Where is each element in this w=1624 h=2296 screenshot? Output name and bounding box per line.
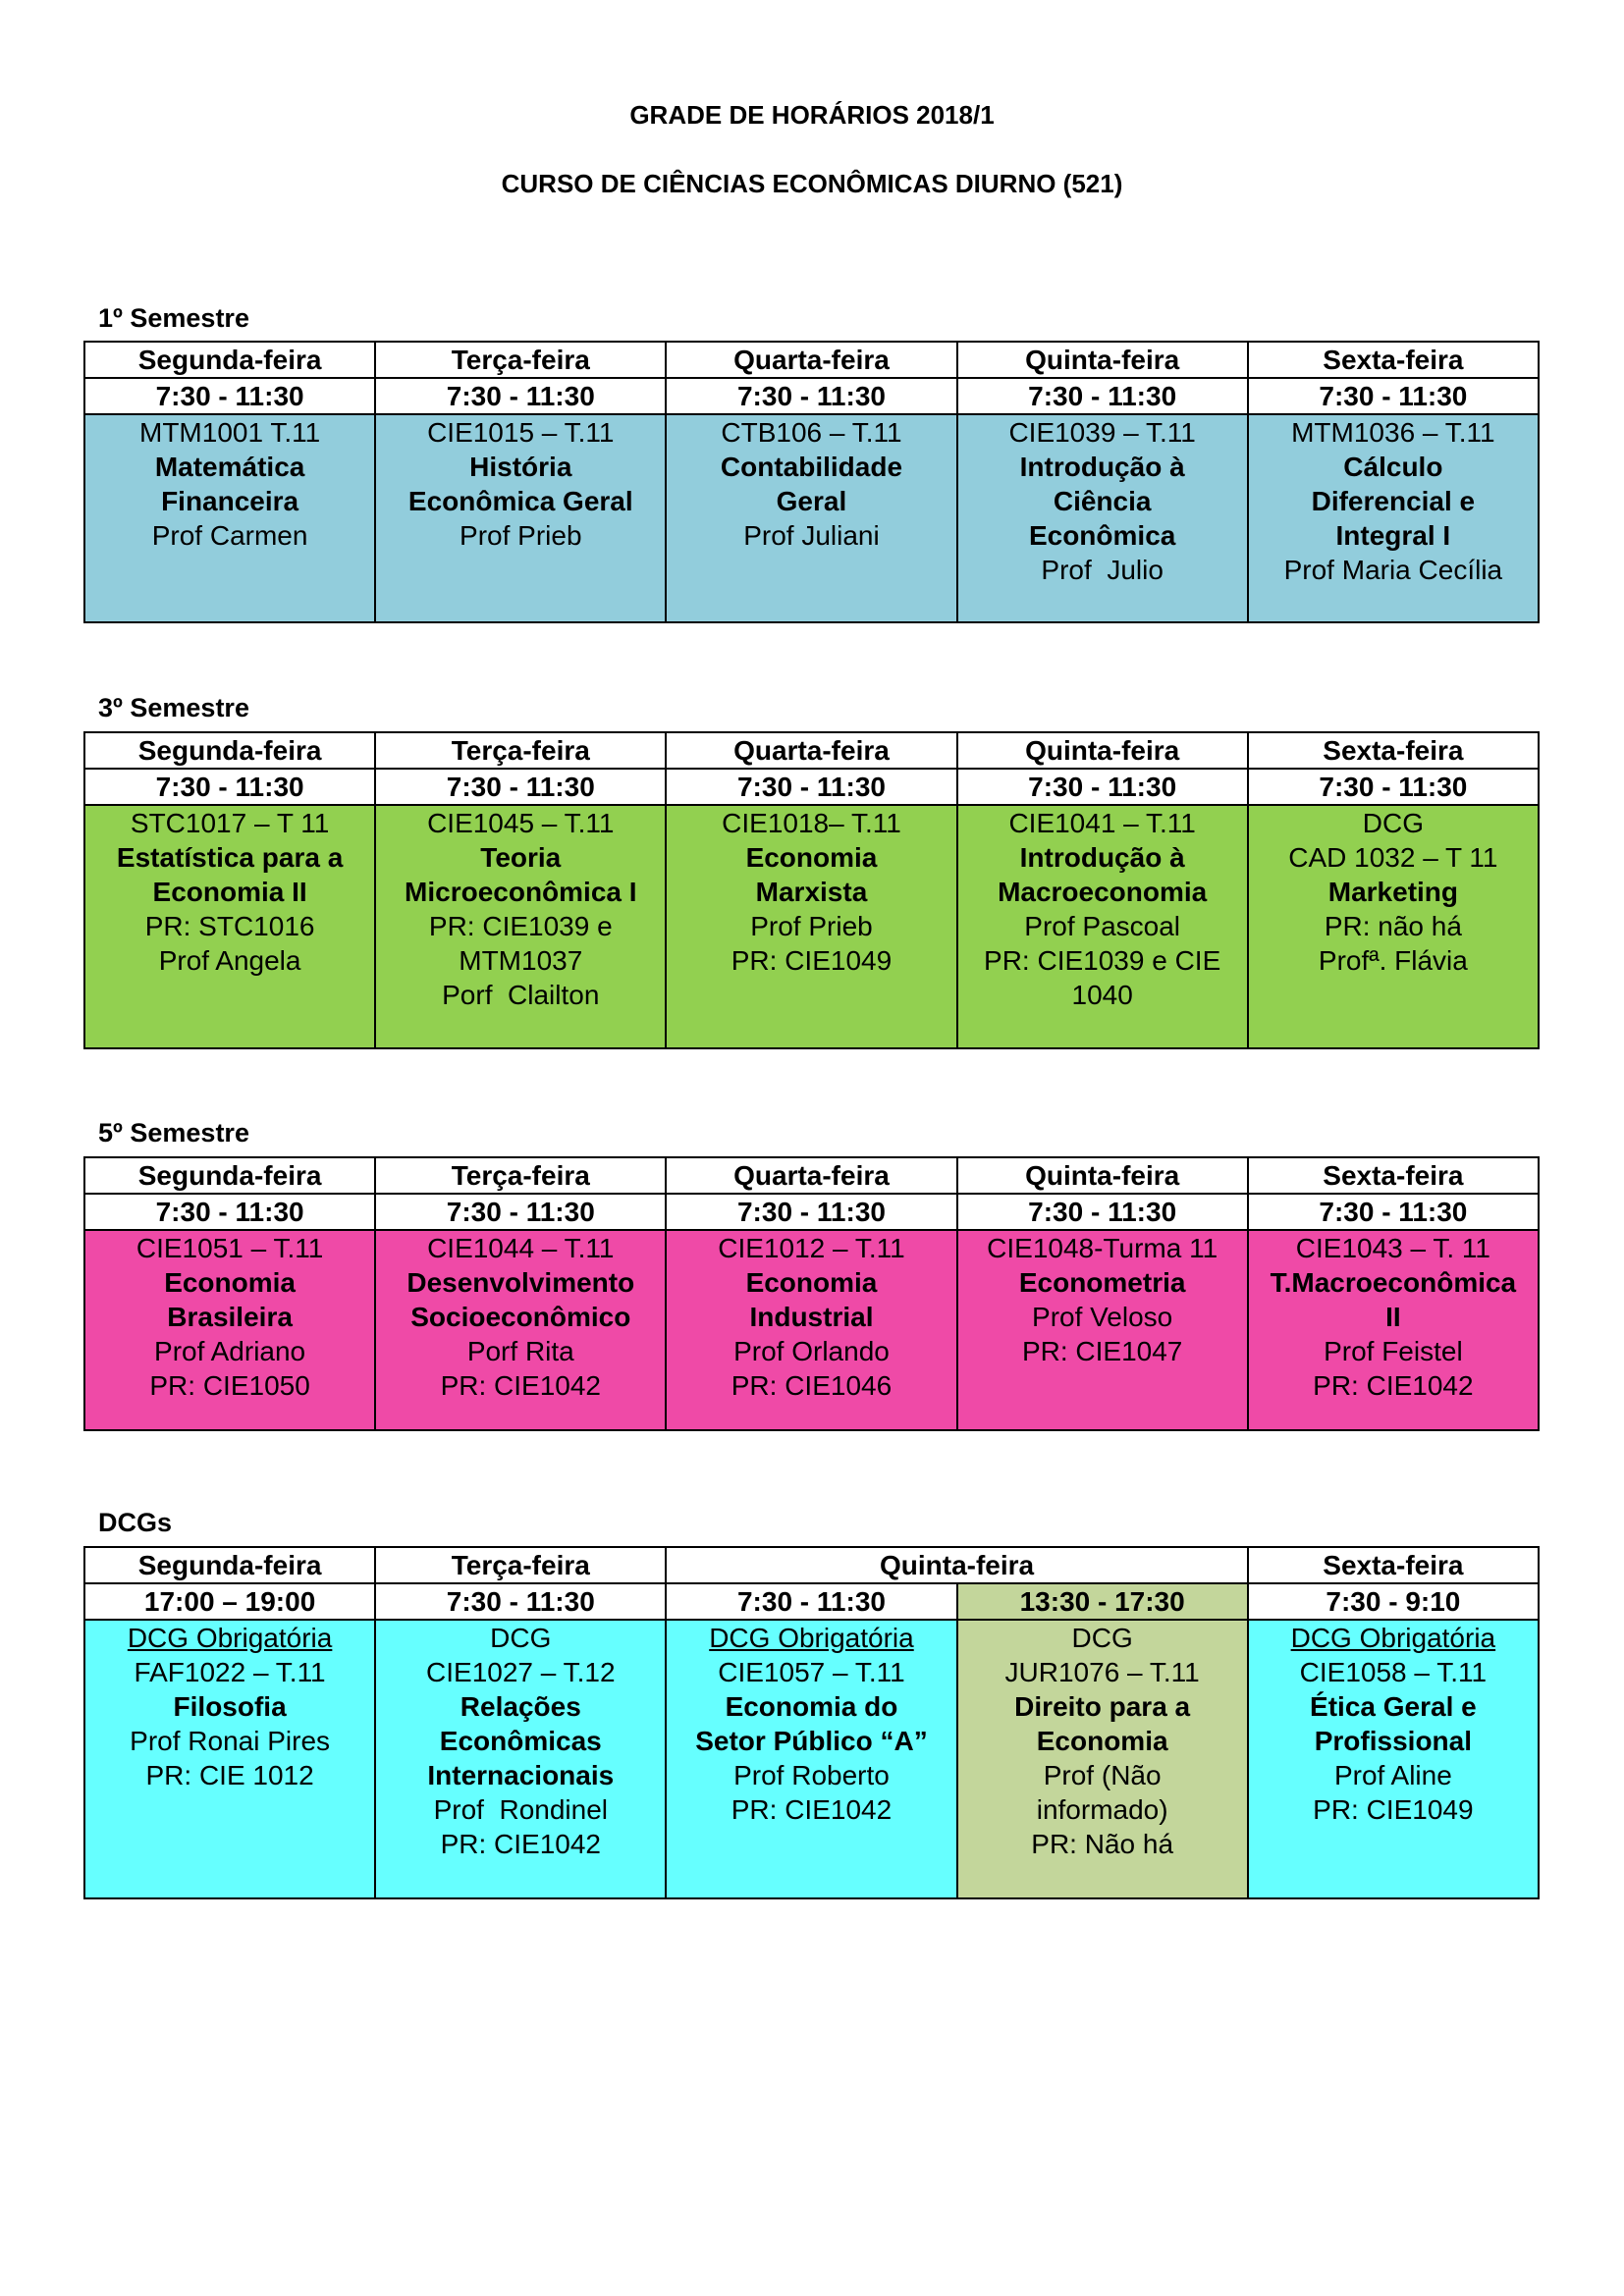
course-cell	[1248, 1620, 1539, 1898]
course-name: Marketing	[1327, 877, 1458, 907]
course-prerequisite: 1040	[1071, 980, 1133, 1010]
course-professor: Prof Roberto	[733, 1760, 890, 1790]
course-prerequisite: PR: CIE1042	[440, 1829, 601, 1859]
course-name: Econômica Geral	[407, 486, 633, 516]
course-prerequisite: PR: CIE1039 e	[428, 911, 613, 941]
course-tag: DCG	[1362, 808, 1424, 838]
course-name: Microeconômica I	[405, 877, 637, 907]
course-cell	[375, 1620, 666, 1898]
course-name: Direito para a	[1014, 1691, 1191, 1722]
course-cell	[957, 805, 1248, 1048]
course-cell	[1248, 1230, 1539, 1430]
course-name: Economia	[164, 1267, 296, 1298]
course-name: Macroeconomia	[998, 877, 1208, 907]
course-professor: informado)	[1036, 1794, 1168, 1825]
course-professor: Prof Feistel	[1324, 1336, 1463, 1366]
course-prerequisite: PR: CIE1050	[149, 1370, 310, 1401]
time-slot: 7:30 - 11:30	[84, 1194, 375, 1230]
course-name: Ética Geral e	[1310, 1691, 1477, 1722]
course-prerequisite: PR: não há	[1324, 911, 1462, 941]
semester-1-table	[83, 341, 1540, 623]
day-header: Terça-feira	[375, 1547, 666, 1583]
time-slot: 7:30 - 11:30	[375, 769, 666, 805]
day-header: Sexta-feira	[1248, 732, 1539, 769]
course-cell	[666, 1230, 956, 1430]
course-cell	[84, 805, 375, 1048]
course-tag: DCG Obrigatória	[1290, 1623, 1496, 1653]
day-header: Quarta-feira	[666, 732, 956, 769]
time-slot: 7:30 - 11:30	[666, 1194, 956, 1230]
semester-3-label: 3º Semestre	[98, 693, 249, 722]
course-name: Cálculo	[1343, 452, 1443, 482]
course-code: JUR1076 – T.11	[1004, 1657, 1200, 1687]
course-code: CIE1045 – T.11	[427, 808, 615, 838]
course-professor: Profª. Flávia	[1318, 945, 1468, 976]
semester-3-table	[83, 731, 1540, 1049]
course-professor: Porf Rita	[466, 1336, 574, 1366]
course-cell	[84, 414, 375, 622]
course-name: Socioeconômico	[410, 1302, 631, 1332]
time-slot: 7:30 - 11:30	[84, 378, 375, 414]
semester-5-table	[83, 1156, 1540, 1431]
course-name: Econômicas	[439, 1726, 602, 1756]
course-cell	[666, 1620, 956, 1898]
course-name: Economia do	[725, 1691, 898, 1722]
time-slot: 7:30 - 11:30	[84, 769, 375, 805]
time-slot: 7:30 - 11:30	[957, 1194, 1248, 1230]
course-name: Matemática	[154, 452, 305, 482]
course-name: Profissional	[1314, 1726, 1472, 1756]
semester-1-label: 1º Semestre	[98, 303, 249, 333]
course-name: Economia	[745, 842, 878, 873]
time-slot: 7:30 - 11:30	[957, 769, 1248, 805]
course-cell	[666, 414, 956, 622]
course-name: Brasileira	[167, 1302, 293, 1332]
course-prerequisite: PR: CIE1049	[731, 945, 893, 976]
course-name: Economia	[1036, 1726, 1168, 1756]
day-header: Quinta-feira	[666, 1547, 1247, 1583]
course-name: Marxista	[755, 877, 868, 907]
course-name: Teoria	[480, 842, 562, 873]
course-name: Industrial	[749, 1302, 874, 1332]
course-cell	[1248, 414, 1539, 622]
day-header: Segunda-feira	[84, 732, 375, 769]
course-code: CIE1044 – T.11	[427, 1233, 615, 1263]
dcg-label: DCGs	[98, 1508, 173, 1537]
course-tag: DCG Obrigatória	[709, 1623, 914, 1653]
course-cell	[375, 805, 666, 1048]
course-name: T.Macroeconômica	[1270, 1267, 1517, 1298]
course-name: Internacionais	[427, 1760, 615, 1790]
time-slot: 7:30 - 11:30	[1248, 1194, 1539, 1230]
course-name: Desenvolvimento	[406, 1267, 635, 1298]
day-header: Terça-feira	[375, 732, 666, 769]
day-header: Segunda-feira	[84, 1547, 375, 1583]
course-professor: Prof Prieb	[750, 911, 873, 941]
course-professor: Prof Orlando	[733, 1336, 890, 1366]
course-name: Econômica	[1028, 520, 1176, 551]
course-name: Introdução à	[1019, 842, 1185, 873]
course-cell	[375, 1230, 666, 1430]
course-professor: Prof Juliani	[743, 520, 880, 551]
day-header: Sexta-feira	[1248, 342, 1539, 378]
time-slot: 7:30 - 11:30	[666, 769, 956, 805]
course-name: Filosofia	[173, 1691, 287, 1722]
course-cell	[375, 414, 666, 622]
course-code: CIE1058 – T.11	[1299, 1657, 1488, 1687]
course-name: Financeira	[161, 486, 299, 516]
day-header: Quinta-feira	[957, 342, 1248, 378]
course-code: CAD 1032 – T 11	[1288, 842, 1498, 873]
course-code: MTM1036 – T.11	[1291, 417, 1495, 448]
course-professor: Prof Julio	[1041, 555, 1164, 585]
course-prerequisite: PR: CIE1049	[1313, 1794, 1474, 1825]
course-prerequisite: MTM1037	[459, 945, 583, 976]
semester-5-label: 5º Semestre	[98, 1118, 249, 1148]
course-code: CIE1041 – T.11	[1008, 808, 1196, 838]
day-header: Quinta-feira	[957, 732, 1248, 769]
course-cell	[957, 1620, 1248, 1898]
time-slot: 17:00 – 19:00	[84, 1583, 375, 1620]
course-code: STC1017 – T 11	[130, 808, 330, 838]
course-name: Estatística para a	[116, 842, 344, 873]
day-header: Terça-feira	[375, 1157, 666, 1194]
course-tag: DCG	[1071, 1623, 1133, 1653]
time-slot: 7:30 - 11:30	[375, 378, 666, 414]
course-name: Geral	[776, 486, 847, 516]
page-title: GRADE DE HORÁRIOS 2018/1	[629, 100, 995, 130]
course-professor: Prof Aline	[1333, 1760, 1452, 1790]
course-name: Introdução à	[1019, 452, 1185, 482]
day-header: Sexta-feira	[1248, 1157, 1539, 1194]
time-slot: 7:30 - 11:30	[666, 1583, 956, 1620]
time-slot: 7:30 - 11:30	[1248, 769, 1539, 805]
course-code: CTB106 – T.11	[721, 417, 902, 448]
day-header: Quarta-feira	[666, 1157, 956, 1194]
course-code: FAF1022 – T.11	[134, 1657, 326, 1687]
course-prerequisite: PR: CIE1047	[1021, 1336, 1183, 1366]
course-name: Contabilidade	[720, 452, 903, 482]
dcg-table	[83, 1546, 1540, 1899]
course-professor: Prof Carmen	[151, 520, 308, 551]
course-cell	[957, 414, 1248, 622]
page-subtitle: CURSO DE CIÊNCIAS ECONÔMICAS DIURNO (521)	[501, 169, 1123, 198]
course-name: Economia	[745, 1267, 878, 1298]
course-name: II	[1385, 1302, 1401, 1332]
course-professor: Prof Veloso	[1032, 1302, 1173, 1332]
course-name: Economia II	[152, 877, 307, 907]
course-code: CIE1018– T.11	[722, 808, 901, 838]
time-slot: 7:30 - 9:10	[1248, 1583, 1539, 1620]
course-professor: Prof (Não	[1043, 1760, 1162, 1790]
day-header: Segunda-feira	[84, 1157, 375, 1194]
course-tag: DCG Obrigatória	[127, 1623, 333, 1653]
day-header: Sexta-feira	[1248, 1547, 1539, 1583]
course-professor: Prof Prieb	[460, 520, 582, 551]
course-tag: DCG	[490, 1623, 552, 1653]
course-name: Econometria	[1018, 1267, 1186, 1298]
course-professor: Prof Pascoal	[1024, 911, 1181, 941]
course-prerequisite: PR: CIE1039 e CIE	[984, 945, 1221, 976]
course-code: MTM1001 T.11	[139, 417, 321, 448]
course-professor: Prof Maria Cecília	[1283, 555, 1503, 585]
course-name: Relações	[460, 1691, 581, 1722]
course-name: Setor Público “A”	[695, 1726, 928, 1756]
course-professor: Prof Ronai Pires	[130, 1726, 331, 1756]
course-name: História	[469, 452, 572, 482]
day-header: Quarta-feira	[666, 342, 956, 378]
day-header: Quinta-feira	[957, 1157, 1248, 1194]
course-cell	[957, 1230, 1248, 1430]
course-code: CIE1027 – T.12	[426, 1657, 616, 1687]
time-slot: 7:30 - 11:30	[375, 1194, 666, 1230]
course-prerequisite: PR: CIE1046	[731, 1370, 893, 1401]
time-slot: 7:30 - 11:30	[666, 378, 956, 414]
time-slot: 7:30 - 11:30	[375, 1583, 666, 1620]
course-professor: Prof Angela	[158, 945, 301, 976]
course-name: Diferencial e	[1311, 486, 1476, 516]
course-prerequisite: PR: STC1016	[144, 911, 315, 941]
time-slot: 7:30 - 11:30	[1248, 378, 1539, 414]
course-name: Integral I	[1335, 520, 1451, 551]
course-code: CIE1012 – T.11	[718, 1233, 905, 1263]
course-code: CIE1015 – T.11	[427, 417, 615, 448]
course-prerequisite: PR: CIE1042	[731, 1794, 893, 1825]
course-code: CIE1043 – T. 11	[1295, 1233, 1490, 1263]
course-prerequisite: PR: Não há	[1031, 1829, 1174, 1859]
course-cell	[1248, 805, 1539, 1048]
time-slot: 13:30 - 17:30	[957, 1583, 1248, 1620]
course-code: CIE1051 – T.11	[135, 1233, 324, 1263]
course-cell	[84, 1230, 375, 1430]
course-cell	[84, 1620, 375, 1898]
course-prerequisite: PR: CIE1042	[440, 1370, 601, 1401]
time-slot: 7:30 - 11:30	[957, 378, 1248, 414]
course-name: Ciência	[1053, 486, 1152, 516]
course-professor: Prof Rondinel	[433, 1794, 608, 1825]
day-header: Terça-feira	[375, 342, 666, 378]
course-prerequisite: PR: CIE1042	[1313, 1370, 1474, 1401]
course-code: CIE1048-Turma 11	[987, 1233, 1218, 1263]
course-prerequisite: PR: CIE 1012	[145, 1760, 314, 1790]
course-code: CIE1057 – T.11	[718, 1657, 905, 1687]
course-professor: Porf Clailton	[442, 980, 600, 1010]
day-header: Segunda-feira	[84, 342, 375, 378]
course-cell	[666, 805, 956, 1048]
course-code: CIE1039 – T.11	[1008, 417, 1196, 448]
course-professor: Prof Adriano	[154, 1336, 306, 1366]
